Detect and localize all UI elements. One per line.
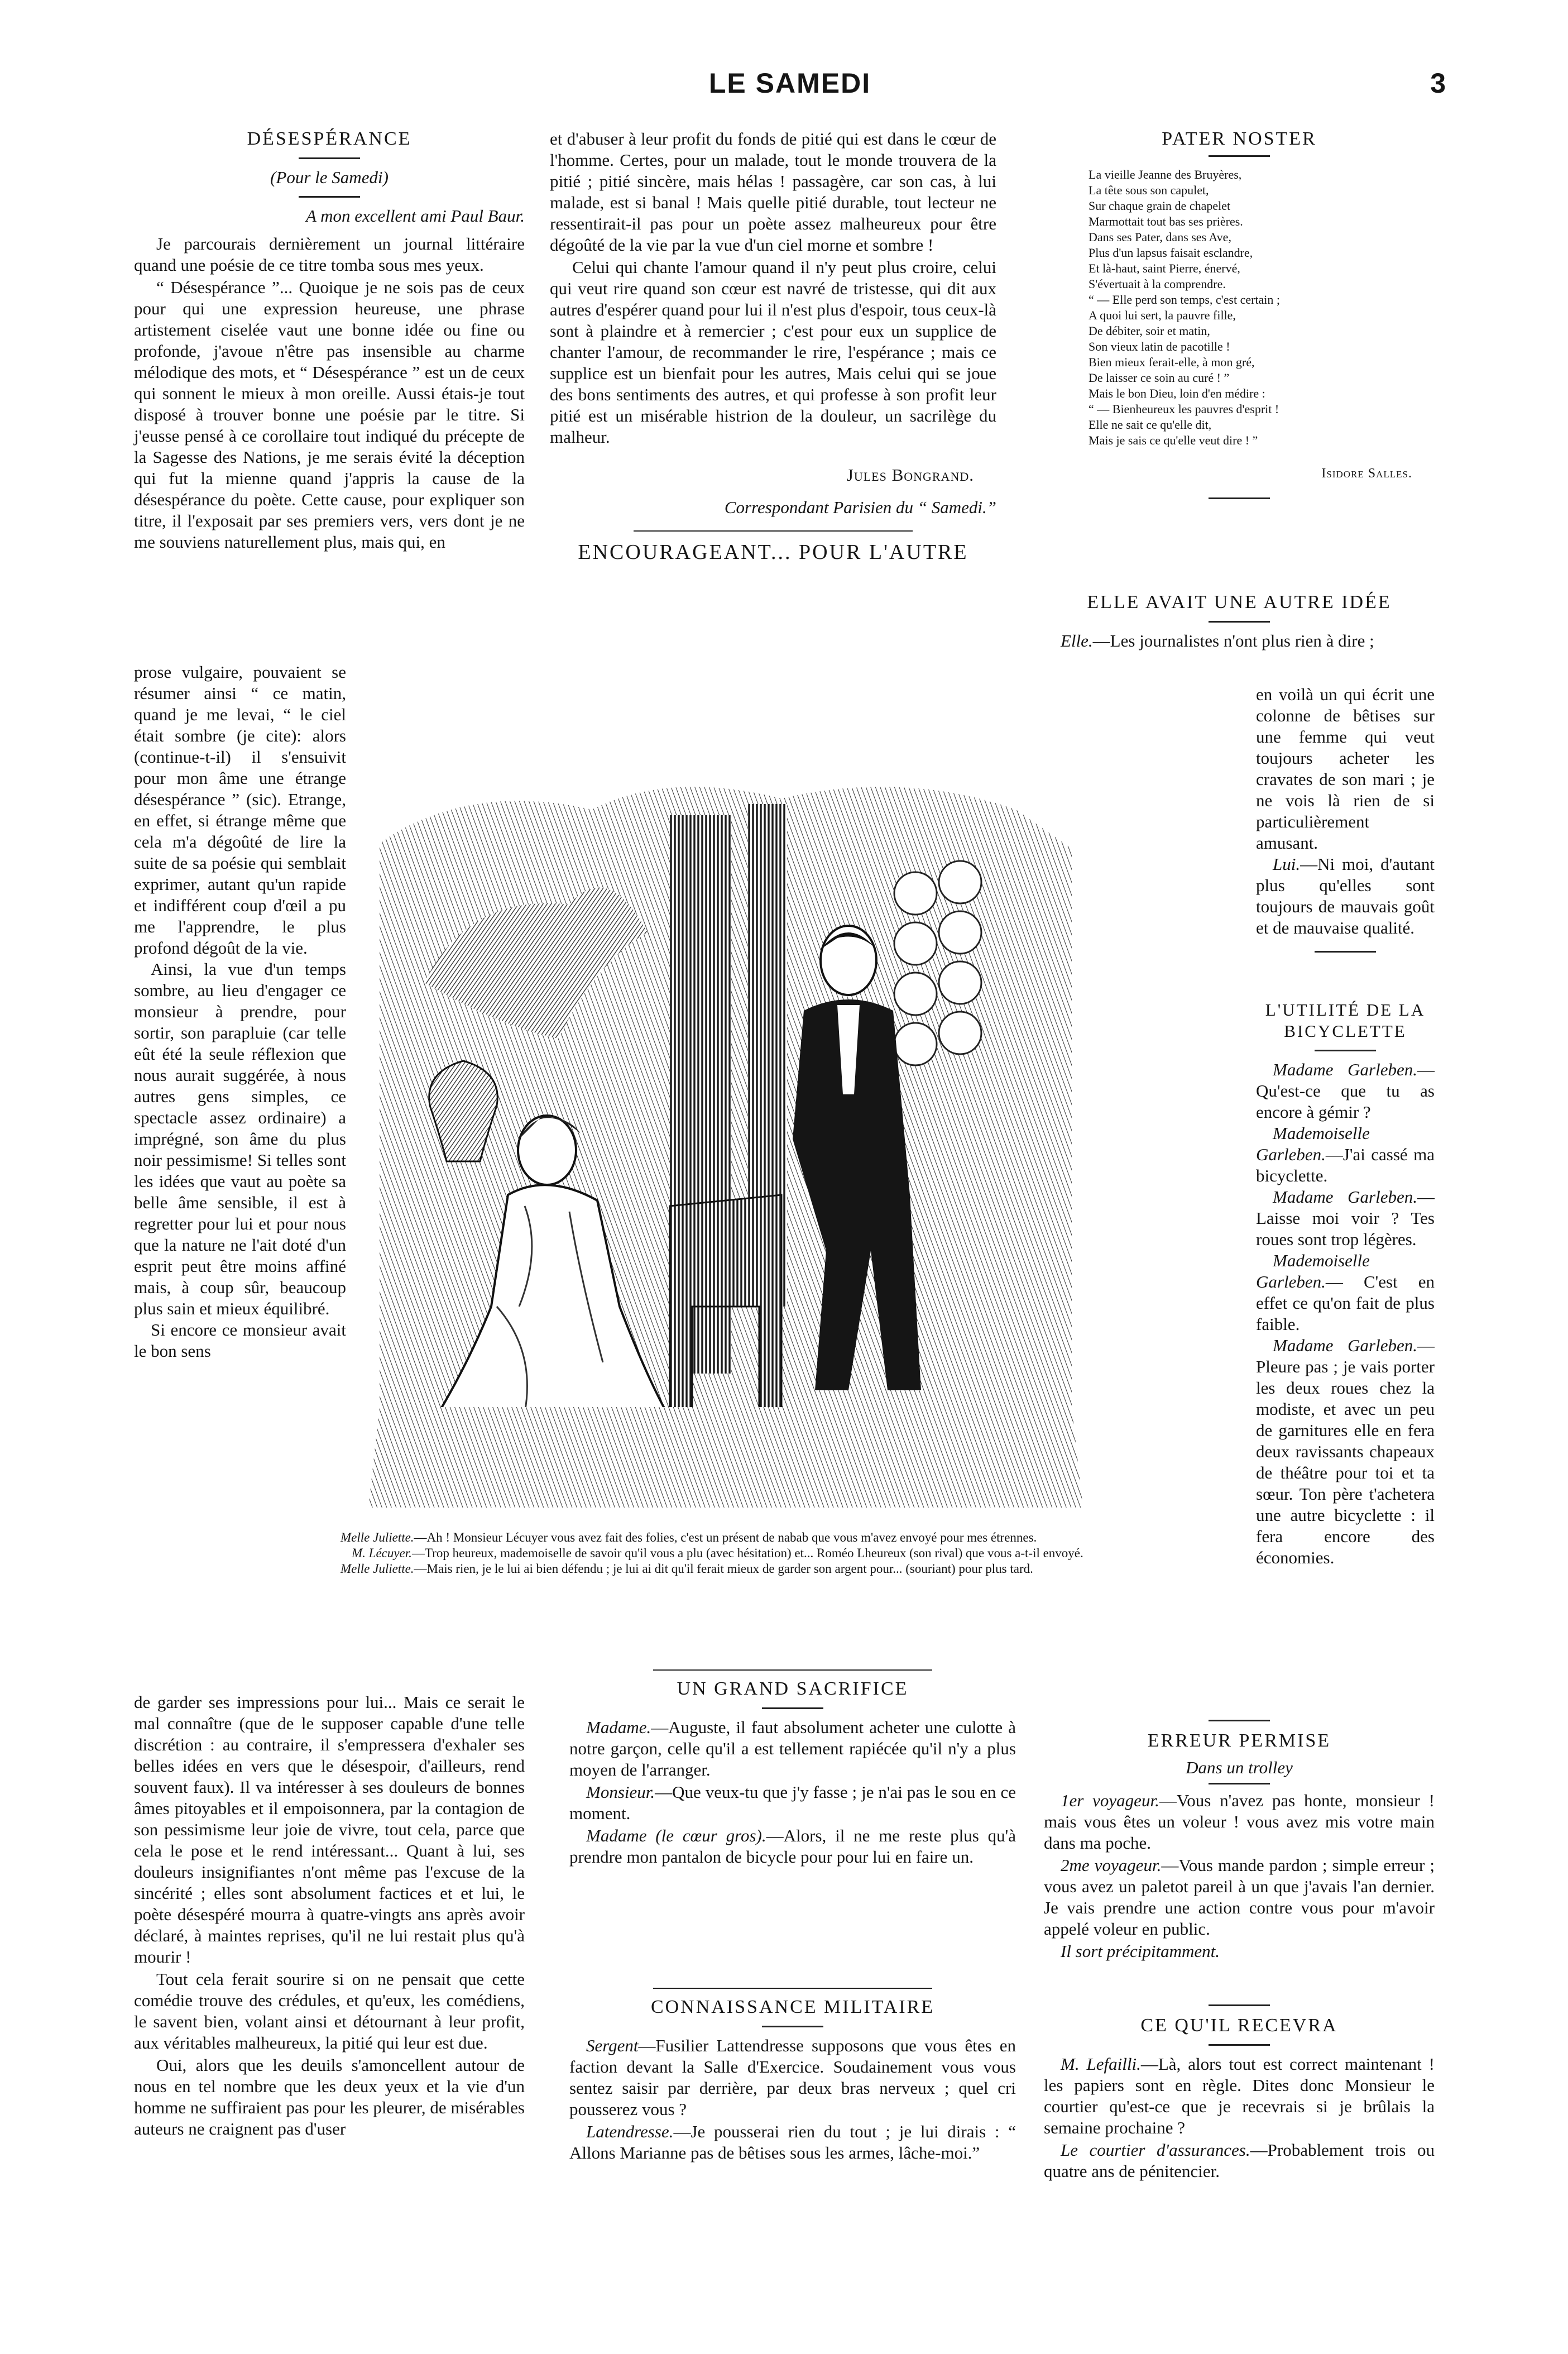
dialog-line: [1044, 1790, 1435, 1854]
speech: —Laisse moi voir ? Tes roues sont trop légères.: [1256, 1187, 1435, 1249]
story-heading: ERREUR PERMISE: [1147, 1730, 1331, 1751]
dialog-line: [1256, 1335, 1435, 1568]
story-heading: CE QU'IL RECEVRA: [1140, 2015, 1338, 2036]
speaker: Mademoiselle Garleben.: [1256, 1123, 1370, 1164]
poem-lines: [1089, 167, 1435, 448]
caption-line: [341, 1546, 1245, 1561]
dialog-line: [1044, 1855, 1435, 1940]
newspaper-title: LE SAMEDI: [708, 68, 871, 99]
article-dedication: A mon excellent ami Paul Baur.: [305, 206, 525, 226]
speech: —Les journalistes n'ont plus rien à dire ;: [1092, 631, 1374, 650]
dialog-line: [1256, 684, 1435, 854]
speech: —Que veux-tu que j'y fasse ; je n'ai pas le sou en ce moment.: [569, 1782, 1016, 1823]
poem-line: Elle ne sait ce qu'elle dit,: [1089, 418, 1212, 432]
dialog-line: [569, 1717, 1016, 1781]
dialog-line: [569, 1825, 1016, 1868]
poem-line: Plus d'un lapsus faisait esclandre,: [1089, 246, 1253, 260]
story-ce-quil-recevra: [1044, 2004, 1435, 2182]
speech: —Fusilier Lattendresse supposons que vous êtes en faction devant la Salle d'Exercice. Soudainement vous vous sentez saisir par derrière, par deux bras nerveux ; quel cri pousserez vous ?: [569, 2036, 1016, 2119]
divider: [1315, 1050, 1376, 1051]
poem-line: Bien mieux ferait-elle, à mon gré,: [1089, 355, 1255, 369]
divider: [299, 196, 360, 198]
paragraph: Oui, alors que les deuils s'amoncellent autour de nous en tel nombre que les deux yeux et la vie d'un homme ne suffiraient pas pour les pleurer, de misérables auteurs ne craignent pas d'user: [134, 2055, 525, 2138]
page-number: 3: [1430, 68, 1446, 99]
divider: [1209, 155, 1270, 157]
story-erreur-permise: [1044, 1720, 1435, 1962]
speaker: Monsieur.: [586, 1782, 655, 1802]
article-desesperance-bottom: [134, 1692, 525, 2140]
speaker: Le courtier d'assurances.: [1061, 2140, 1250, 2160]
poem-signature: Isidore Salles.: [1321, 466, 1412, 481]
speaker: Madame.: [586, 1717, 651, 1737]
speech: —Vous n'avez pas honte, monsieur ! mais vous êtes un voleur ! vous avez mis votre main dans ma poche.: [1044, 1791, 1435, 1853]
speech: en voilà un qui écrit une colonne de bêtises sur une femme qui veut toujours acheter les cravates de son mari ; je ne vois là rien de si particulièrement amusant.: [1256, 685, 1435, 853]
dialog-line: [569, 2121, 1016, 2164]
article-desesperance-cont: [550, 128, 996, 568]
story-heading: UN GRAND SACRIFICE: [677, 1678, 909, 1699]
story-connaissance-militaire: [569, 1988, 1016, 2164]
poem-line: A quoi lui sert, la pauvre fille,: [1089, 308, 1236, 322]
story-heading: L'UTILITÉ DE LA BICYCLETTE: [1265, 1000, 1426, 1041]
speech: —Probablement trois ou quatre ans de pénitencier.: [1044, 2140, 1435, 2181]
speech: —Mais rien, je le lui ai bien défendu ; je lui ai dit qu'il ferait mieux de garder son argent pour... (souriant) pour plus tard.: [414, 1562, 1033, 1576]
dialog-line: [1256, 1250, 1435, 1335]
paragraph: Je parcourais dernièrement un journal littéraire quand une poésie de ce titre tomba sous mes yeux.: [134, 234, 525, 275]
speaker: Madame Garleben.: [1273, 1336, 1417, 1355]
story-autre-idee-narrow: [1256, 684, 1435, 961]
story-heading: ELLE AVAIT UNE AUTRE IDÉE: [1087, 592, 1392, 613]
speaker: Lui.: [1273, 854, 1301, 874]
poem-line: La vieille Jeanne des Bruyères,: [1089, 168, 1242, 181]
divider: [634, 530, 913, 532]
poem-line: “ — Bienheureux les pauvres d'esprit !: [1089, 402, 1279, 416]
poem-line: Mais je sais ce qu'elle veut dire ! ”: [1089, 433, 1258, 447]
story-heading: CONNAISSANCE MILITAIRE: [650, 1997, 935, 2017]
poem-line: Son vieux latin de pacotille !: [1089, 339, 1230, 353]
poem-line: Sur chaque grain de chapelet: [1089, 199, 1231, 213]
speaker: M. Lécuyer.: [352, 1546, 412, 1560]
speaker: Melle Juliette.: [341, 1562, 414, 1576]
speaker: Latendresse.: [586, 2122, 674, 2141]
illustration: [357, 748, 1139, 1530]
dialog-line: [1044, 2054, 1435, 2138]
paragraph: et d'abuser à leur profit du fonds de pitié qui est dans le cœur de l'homme. Certes, pour un malade, tout le monde trouvera de la pitié ; pitié sincère, mais hélas ! passagère, car son cas, à lui malade, est si banal ! Mais quelle pitié durable, tout lecteur ne ressentirait-il pas pour un poète assez malheureux pour être dégoûté de la vie par la vue d'un ciel morne et sombre !: [550, 129, 996, 255]
speaker: Mademoiselle Garleben.: [1256, 1251, 1370, 1291]
speaker: 1er voyageur.: [1061, 1791, 1159, 1810]
speech: —Je pousserai rien du tout ; je lui dirais : “ Allons Marianne pas de bêtises sous les armes, lâche-moi.”: [569, 2122, 1016, 2162]
poem-heading: PATER NOSTER: [1162, 128, 1317, 149]
caption-line: [341, 1530, 1245, 1546]
paragraph: Celui qui chante l'amour quand il n'y peut plus croire, celui qui veut rire quand son cœur est navré de tristesse, qui dit aux autres d'espérer quand pour lui il n'est plus d'espoir, tous ceux-là sont à plaindre et à remercier ; c'est pour eux un supplice de chanter l'amour, de recommander le rire, l'espérance ; mais ce supplice est un bienfait pour les autres, Mais celui qui se joue des bons sentiments des autres, et qui professe à son profit leur pitié est un misérable histrion de la douleur, un sacrilège du malheur.: [550, 257, 996, 447]
illustration-caption: [341, 1530, 1245, 1577]
divider: [1209, 1783, 1270, 1784]
speech: —Là, alors tout est correct maintenant ! les papiers sont en règle. Dites donc Monsieur le courtier qu'est-ce que je recevrais si je brûlais la semaine prochaine ?: [1044, 2054, 1435, 2137]
speech: —Auguste, il faut absolument acheter une culotte à notre garçon, celle qu'il a est tellement rapiécée qu'il n'y a plus moyen de l'arranger.: [569, 1717, 1016, 1779]
speaker: Madame Garleben.: [1273, 1060, 1417, 1079]
paragraph: prose vulgaire, pouvaient se résumer ainsi “ ce matin, quand je me levai, “ le ciel était sombre (je cite): alors (continue-t-il) il s'ensuivit pour mon âme une étrange désespérance ” (sic). Etrange, en effet, si étrange même que cela m'a dégoûté de lire la suite de sa poésie qui semblait exprimer, autant qu'un rapide et indifférent coup d'œil a pu me l'apprendre, le plus profond dégoût de la vie.: [134, 662, 346, 958]
divider: [1315, 951, 1376, 953]
dialog-line: [1256, 1186, 1435, 1250]
divider: [1209, 2044, 1270, 2046]
story-autre-idee: [1044, 592, 1435, 652]
speaker: M. Lefailli.: [1061, 2054, 1141, 2074]
divider: [1209, 1720, 1270, 1721]
article-heading: DÉSESPÉRANCE: [247, 128, 412, 149]
speech: —Alors, il ne me reste plus qu'à prendre mon pantalon de bicycle pour pour lui en faire un.: [569, 1826, 1016, 1867]
poem-line: De laisser ce soin au curé ! ”: [1089, 371, 1230, 385]
story-subheading: Dans un trolley: [1186, 1758, 1293, 1777]
article-desesperance: [134, 128, 525, 553]
divider: [762, 2026, 823, 2027]
poem-line: Marmottait tout bas ses prières.: [1089, 214, 1243, 228]
divider: [1209, 621, 1270, 623]
dialog-line: [569, 1782, 1016, 1824]
paragraph: de garder ses impressions pour lui... Mais ce serait le mal connaître (que de le supposer capable d'une telle discrétion : au contraire, il s'empressera d'exhaler ses belles idées en vers que le désespoir, d'ailleurs, rend souvent faux). Il va intéresser à ses douleurs de bonnes âmes pitoyables et il empoisonnera, par la contagion de son pessimisme leur joie de vivre, tout cela, parce que cela le pose et le rend intéressant... Quant à lui, ses douleurs insignifiantes n'ont même pas l'excuse de la sincérité ; elles sont absolument factices et et lui, le poète désespéré mourra à quatre-vingts ans après avoir déclaré, à maintes reprises, qu'il ne lui restait plus qu'à mourir !: [134, 1692, 525, 1967]
speaker: Madame (le cœur gros).: [586, 1826, 766, 1845]
article-subtitle: (Pour le Samedi): [270, 168, 389, 187]
dialog-line: [1044, 630, 1435, 652]
paragraph: Ainsi, la vue d'un temps sombre, au lieu d'engager ce monsieur à prendre, pour sortir, son parapluie (car telle eût été la seule réflexion que nous aurait suggérée, à nous autres gens simples, ce spectacle assez ordinaire) a imprégné, son âme du plus noir pessimisme! Si telles sont les idées que vaut au poète sa belle âme sensible, il est à regretter pour lui et pour nous que la nature ne l'ait doté d'un esprit peut être moins affiné mais, à coup sûr, beaucoup plus sain et mieux équilibré.: [134, 959, 346, 1318]
dialog-line: [1256, 1059, 1435, 1123]
illustration-title: ENCOURAGEANT... POUR L'AUTRE: [578, 540, 968, 564]
speaker: Melle Juliette.: [341, 1530, 414, 1544]
divider: [299, 157, 360, 159]
dialog-line: [1256, 1123, 1435, 1186]
paragraph: Tout cela ferait sourire si on ne pensait que cette comédie trouve des crédules, et qu'eux, les comédiens, le savent bien, volant ainsi et détournant à leur profit, aux véritables malheureux, la pitié qui leur est due.: [134, 1969, 525, 2052]
speech: —Ni moi, d'autant plus qu'elles sont toujours de mauvais goût et de mauvaise qualité.: [1256, 854, 1435, 937]
poem-line: S'évertuait à la comprendre.: [1089, 277, 1226, 291]
engraving-image: [357, 748, 1139, 1530]
speaker: Sergent: [586, 2036, 639, 2055]
poem-pater-noster: [1044, 128, 1435, 509]
speech: —Vous mande pardon ; simple erreur ; vous avez un paletot pareil à un que j'avais l'an dernier. Je vais prendre une action contre vous pour m'avoir appelé voleur en public.: [1044, 1855, 1435, 1939]
story-utilite-bicyclette: [1256, 999, 1435, 1568]
speaker: 2me voyageur.: [1061, 1855, 1162, 1875]
story-grand-sacrifice: [569, 1669, 1016, 1868]
divider: [762, 1707, 823, 1709]
paragraph: Si encore ce monsieur avait le bon sens: [134, 1320, 346, 1361]
author-affiliation: Correspondant Parisien du “ Samedi.”: [724, 497, 996, 517]
divider: [653, 1669, 932, 1671]
poem-line: Et là-haut, saint Pierre, énervé,: [1089, 261, 1240, 275]
poem-line: De débiter, soir et matin,: [1089, 324, 1210, 338]
dialog-line: [1256, 854, 1435, 939]
poem-line: La tête sous son capulet,: [1089, 183, 1209, 197]
article-desesperance-narrow: [134, 662, 346, 1362]
speech: —Ah ! Monsieur Lécuyer vous avez fait des folies, c'est un présent de nabab que vous m'avez envoyé pour mes étrennes.: [414, 1530, 1037, 1544]
speech: —Trop heureux, mademoiselle de savoir qu'il vous a plu (avec hésitation) et... Roméo Lheureux (son rival) que vous a-t-il envoyé.: [411, 1546, 1083, 1560]
divider: [653, 1988, 932, 1989]
speech: —J'ai cassé ma bicyclette.: [1256, 1145, 1435, 1185]
speech: — Qu'est-ce que tu as encore à gémir ?: [1256, 1060, 1435, 1122]
divider: [1209, 2004, 1270, 2006]
poem-line: Mais le bon Dieu, loin d'en médire :: [1089, 386, 1265, 400]
poem-line: “ — Elle perd son temps, c'est certain ;: [1089, 293, 1281, 307]
caption-line: [341, 1561, 1245, 1577]
speaker: Elle.: [1061, 631, 1093, 650]
paragraph: “ Désespérance ”... Quoique je ne sois pas de ceux pour qui une expression heureuse, une phrase artistement ciselée vaut une bonne idée ou fine ou profonde, j'avoue n'être pas insensible au charme mélodique des mots, et “ Désespérance ” est un de ceux qui sonnent le mieux à mon oreille. Aussi étais-je tout disposé à trouver bonne une poésie par le titre. Si j'eusse pensé à ce corollaire tout indiqué du précepte de la Sagesse des Nations, je me serais évité la déception qui fut la mienne quand j'appris la cause de la désespérance du poète. Cette cause, pour expliquer son titre, il l'exposait par ses premiers vers, vers dont je ne me souviens naturellement plus, mais qui, en: [134, 277, 525, 552]
stage-direction: Il sort précipitamment.: [1061, 1941, 1220, 1961]
divider: [1209, 497, 1270, 499]
dialog-line: [569, 2035, 1016, 2120]
speaker: Madame Garleben.: [1273, 1187, 1417, 1207]
page-header: [134, 67, 1446, 117]
speech: —Pleure pas ; je vais porter les deux roues chez la modiste, et avec un peu de garnitures elle en fera deux ravissants chapeaux de théâtre pour toi et ta sœur. Ton père t'achetera une autre bicyclette : il fera encore des économies.: [1256, 1336, 1435, 1567]
poem-line: Dans ses Pater, dans ses Ave,: [1089, 230, 1231, 244]
author-signature: Jules Bongrand.: [846, 465, 974, 485]
dialog-line: [1044, 2140, 1435, 2182]
speech: — C'est en effet ce qu'on fait de plus faible.: [1256, 1272, 1435, 1334]
